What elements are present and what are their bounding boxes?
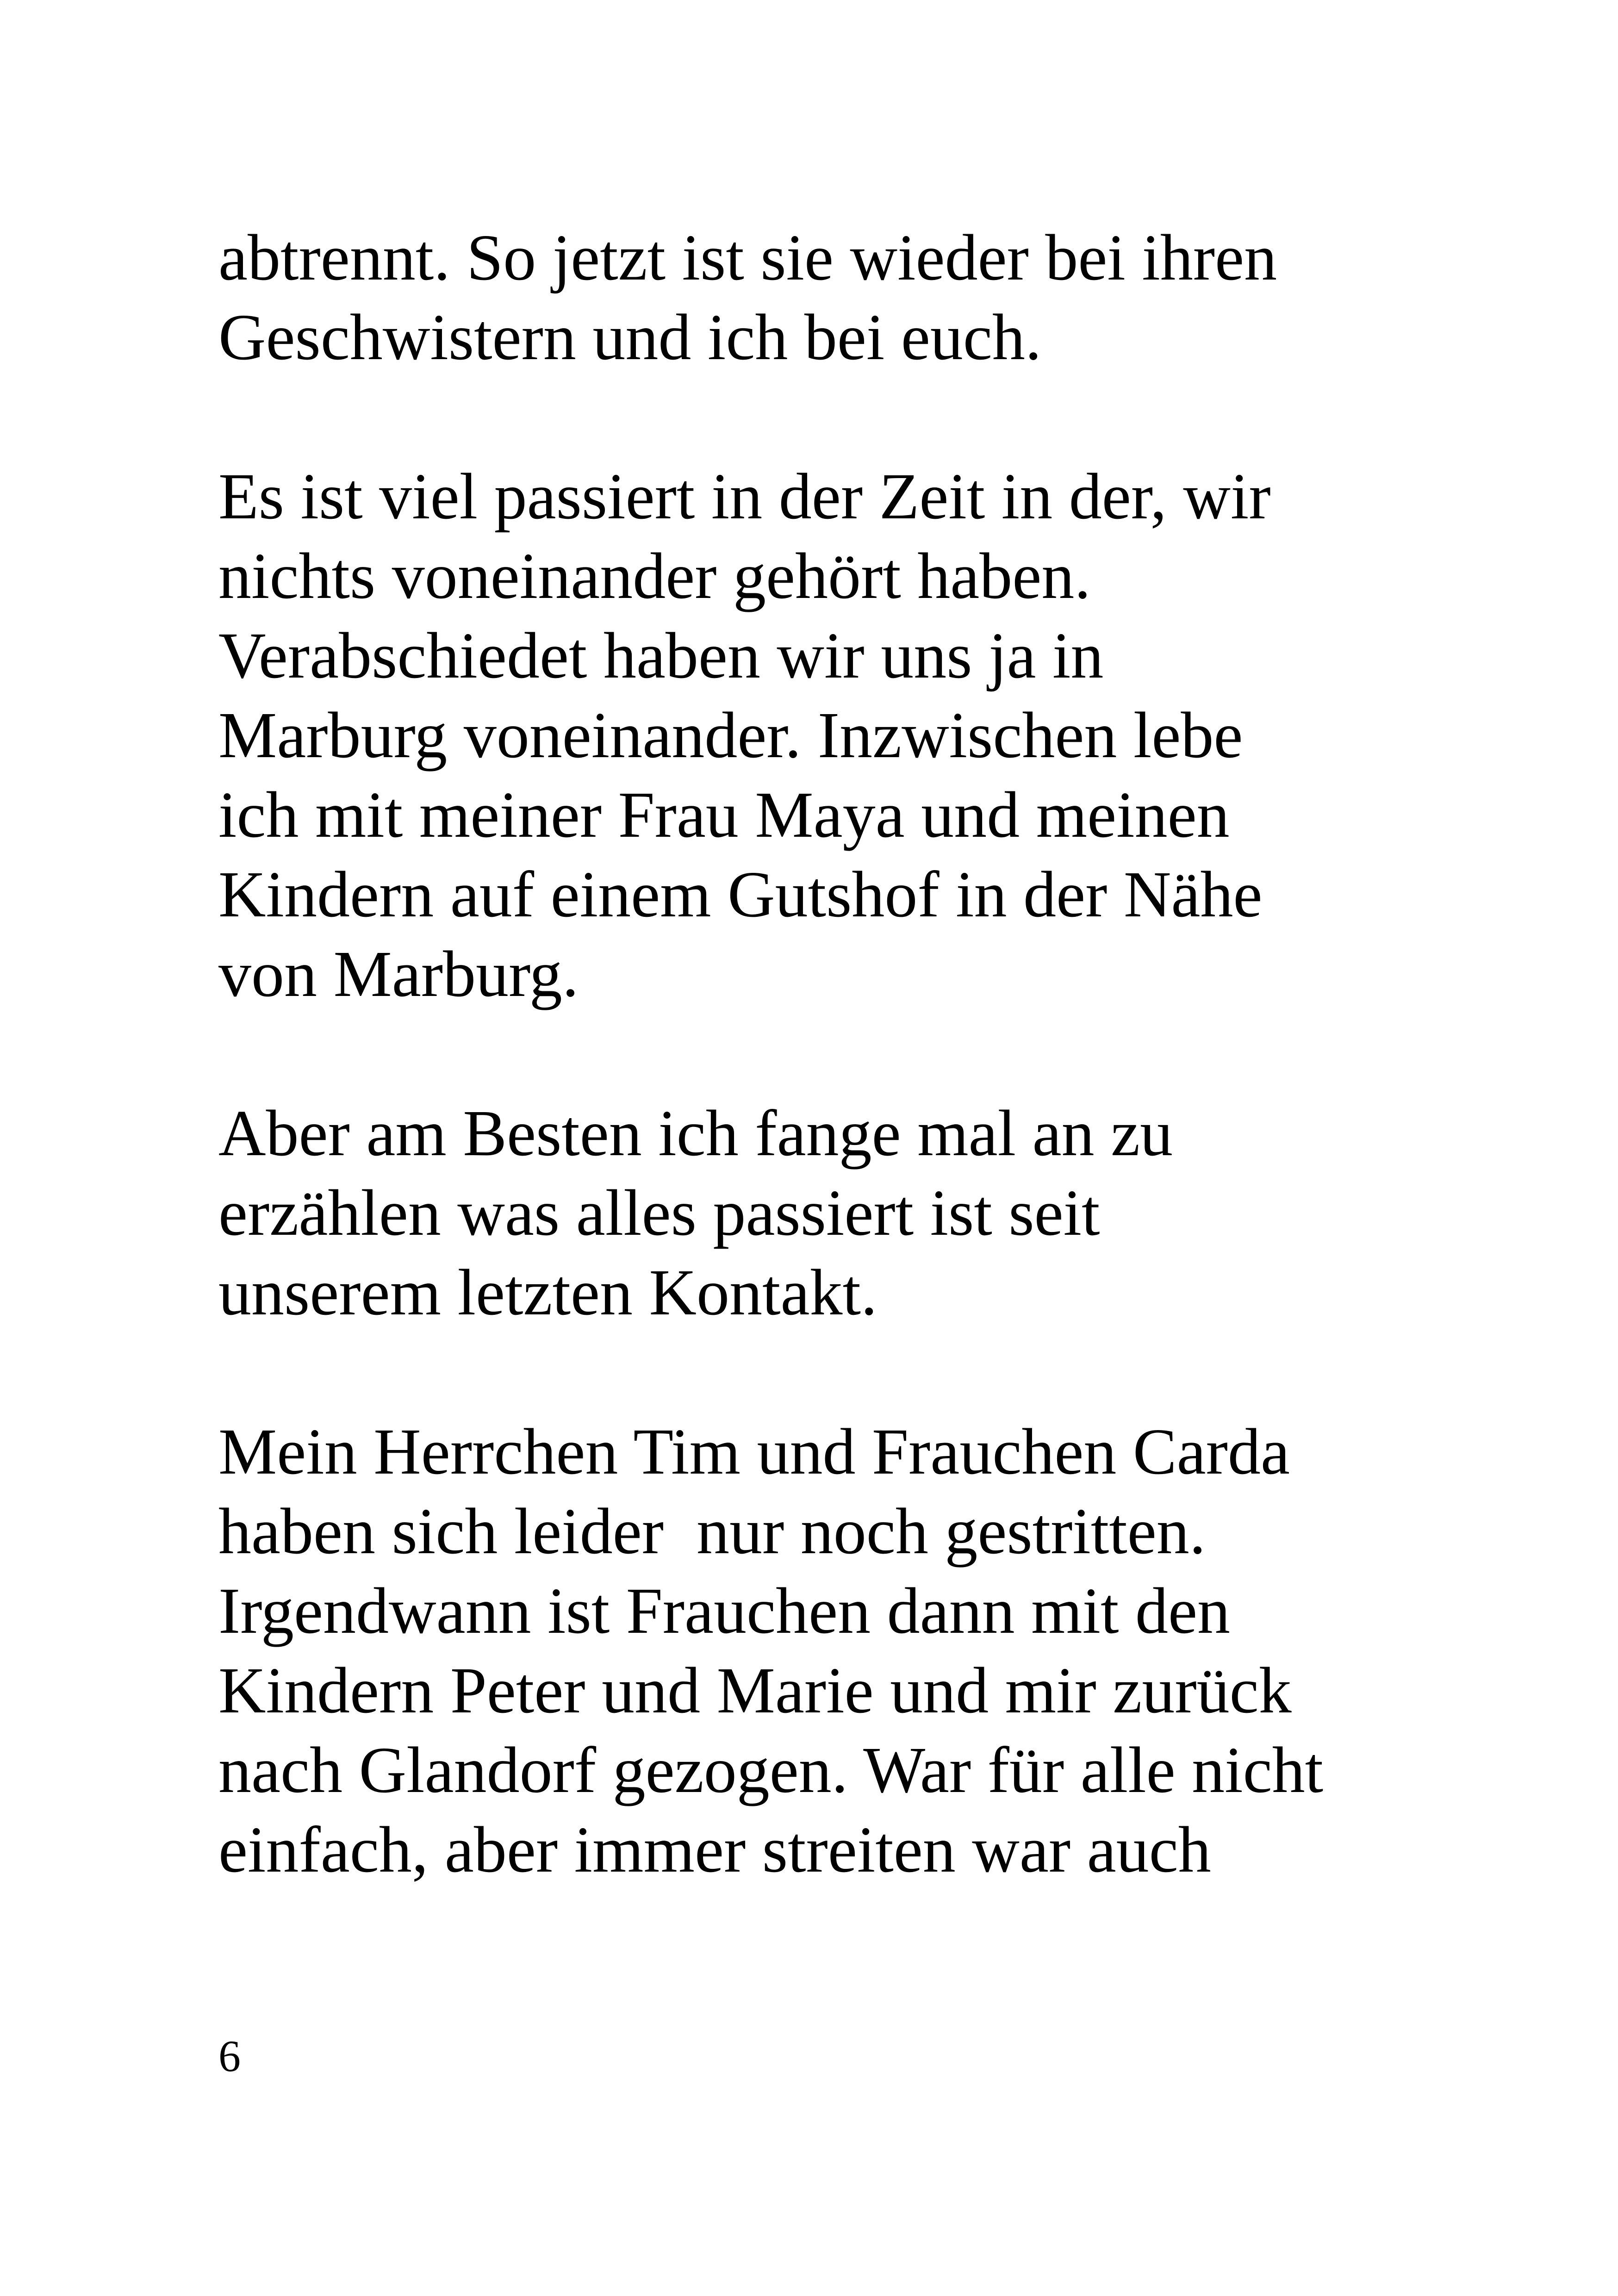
text-line: unserem letzten Kontakt. bbox=[218, 1256, 877, 1329]
text-line: einfach, aber immer streiten war auch bbox=[218, 1813, 1211, 1886]
text-line: nach Glandorf gezogen. War für alle nicht bbox=[218, 1733, 1324, 1806]
paragraph-3 bbox=[218, 1093, 1468, 1332]
text-line: nichts voneinander gehört haben. bbox=[218, 539, 1091, 612]
text-line: ich mit meiner Frau Maya und meinen bbox=[218, 778, 1230, 851]
text-line: Irgendwann ist Frauchen dann mit den bbox=[218, 1574, 1231, 1647]
text-line: erzählen was alles passiert ist seit bbox=[218, 1176, 1100, 1249]
text-line: Kindern Peter und Marie und mir zurück bbox=[218, 1654, 1292, 1727]
paragraph-1 bbox=[218, 218, 1468, 377]
text-line: Es ist viel passiert in der Zeit in der, wir bbox=[218, 460, 1271, 533]
text-line: Verabschiedet haben wir uns ja in bbox=[218, 619, 1104, 692]
paragraph-spacer bbox=[218, 1014, 1468, 1093]
text-line: Kindern auf einem Gutshof in der Nähe bbox=[218, 858, 1263, 931]
text-line: haben sich leider nur noch gestritten. bbox=[218, 1494, 1206, 1568]
text-line: abtrennt. So jetzt ist sie wieder bei ihren bbox=[218, 221, 1277, 294]
body-text bbox=[218, 218, 1468, 1889]
text-line: Marburg voneinander. Inzwischen lebe bbox=[218, 698, 1243, 772]
paragraph-spacer bbox=[218, 1332, 1468, 1412]
text-line: Aber am Besten ich fange mal an zu bbox=[218, 1096, 1173, 1170]
paragraph-spacer bbox=[218, 377, 1468, 456]
paragraph-4 bbox=[218, 1412, 1468, 1889]
paragraph-2 bbox=[218, 456, 1468, 1014]
text-line: Geschwistern und ich bei euch. bbox=[218, 300, 1042, 373]
page-number: 6 bbox=[218, 2031, 241, 2081]
text-line: Mein Herrchen Tim und Frauchen Carda bbox=[218, 1415, 1290, 1488]
text-line: von Marburg. bbox=[218, 937, 579, 1010]
